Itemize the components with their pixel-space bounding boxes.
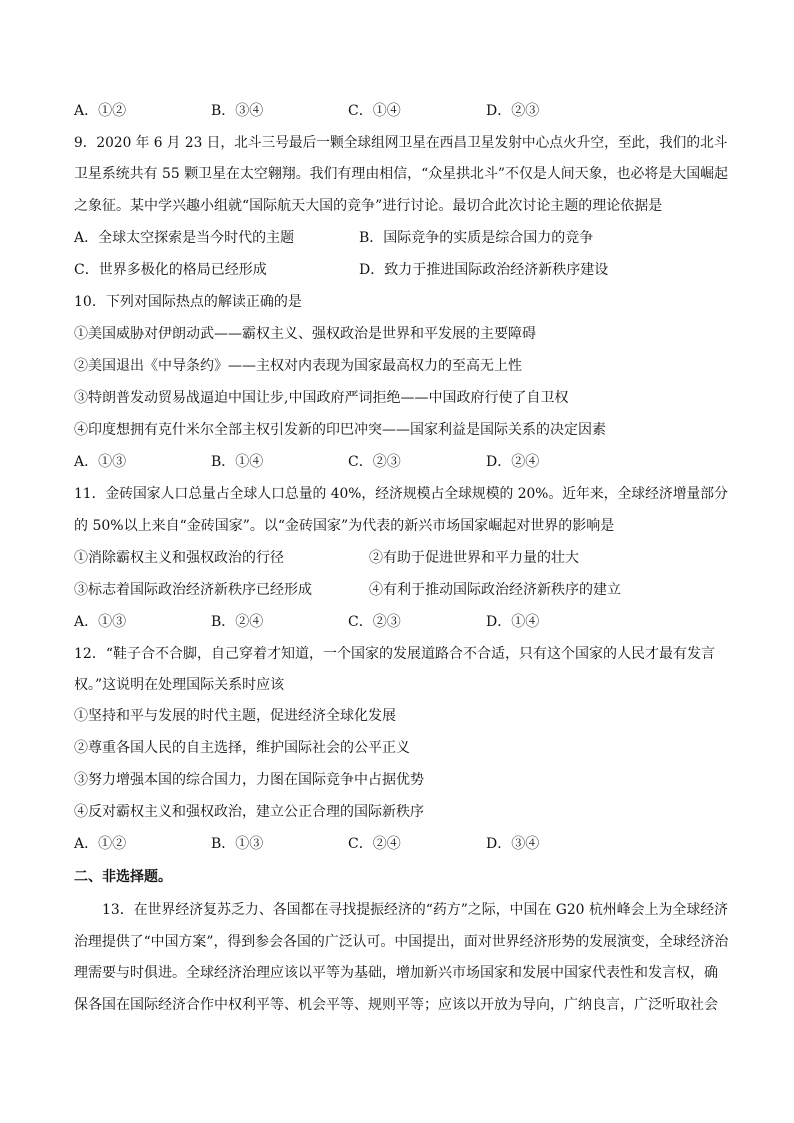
section-title-non-choice: 二、非选择题。 <box>74 869 172 885</box>
q8-option-b[interactable]: B．③④ <box>211 103 264 119</box>
q12-option-a[interactable]: A．①② <box>74 836 127 852</box>
q13-line-1: 13．在世界经济复苏乏力、各国都在寻找提振经济的“药方”之际，中国在 G20 杭州峰会上为全球经济 <box>102 902 729 918</box>
q12-option-c[interactable]: C．②④ <box>348 836 401 852</box>
q12-item-3: ③努力增强本国的综合国力，力图在国际竞争中占据优势 <box>74 772 424 788</box>
q11-option-d[interactable]: D．①④ <box>486 614 540 630</box>
q11-item-1: ①消除霸权主义和强权政治的行径 <box>74 550 284 566</box>
q10-item-1: ①美国威胁对伊朗动武——霸权主义、强权政治是世界和平发展的主要障碍 <box>74 326 536 342</box>
q9-stem-line-3: 之象征。某中学兴趣小组就“国际航天大国的竞争”进行讨论。最切合此次讨论主题的理论依据是 <box>74 198 663 214</box>
q8-option-d[interactable]: D．②③ <box>486 103 540 119</box>
q13-line-2: 治理提供了“中国方案”，得到参会各国的广泛认可。中国提出，面对世界经济形势的发展演变，全球经济治 <box>74 934 729 950</box>
q9-option-b[interactable]: B．国际竞争的实质是综合国力的竞争 <box>359 230 594 246</box>
q10-item-4: ④印度想拥有克什米尔全部主权引发新的印巴冲突——国家利益是国际关系的决定因素 <box>74 422 606 438</box>
q10-option-b[interactable]: B．①④ <box>211 454 264 470</box>
q11-item-4: ④有利于推动国际政治经济新秩序的建立 <box>369 582 621 598</box>
q9-option-c[interactable]: C．世界多极化的格局已经形成 <box>74 262 267 278</box>
q9-stem-line-1: 9．2020 年 6 月 23 日，北斗三号最后一颗全球组网卫星在西昌卫星发射中心点火升空，至此，我们的北斗 <box>74 135 728 151</box>
q11-stem-line-2: 的 50%以上来自“金砖国家”。以“金砖国家”为代表的新兴市场国家崛起对世界的影响是 <box>74 518 615 534</box>
q10-option-d[interactable]: D．②④ <box>486 454 540 470</box>
q12-option-b[interactable]: B．①③ <box>211 836 264 852</box>
q11-item-3: ③标志着国际政治经济新秩序已经形成 <box>74 582 312 598</box>
q13-line-3: 理需要与时俱进。全球经济治理应该以平等为基础，增加新兴市场国家和发展中国家代表性和发言权，确 <box>74 965 718 981</box>
q11-stem-line-1: 11．金砖国家人口总量占全球人口总量的 40%，经济规模占全球规模的 20%。近年来，全球经济增量部分 <box>74 486 728 502</box>
q11-item-2: ②有助于促进世界和平力量的壮大 <box>369 550 579 566</box>
q11-option-a[interactable]: A．①③ <box>74 614 127 630</box>
q10-item-3: ③特朗普发动贸易战逼迫中国让步,中国政府严词拒绝——中国政府行使了自卫权 <box>74 390 569 406</box>
q11-option-b[interactable]: B．②④ <box>211 614 264 630</box>
q8-option-a[interactable]: A．①② <box>74 103 127 119</box>
q12-item-4: ④反对霸权主义和强权政治，建立公正合理的国际新秩序 <box>74 804 424 820</box>
q12-stem-line-1: 12．“鞋子合不合脚，自己穿着才知道，一个国家的发展道路合不合适，只有这个国家的人民才最有发言 <box>74 646 715 662</box>
q12-item-1: ①坚持和平与发展的时代主题，促进经济全球化发展 <box>74 708 396 724</box>
q10-stem: 10．下列对国际热点的解读正确的是 <box>74 294 302 310</box>
q12-option-d[interactable]: D．③④ <box>486 836 540 852</box>
q12-stem-line-2: 权。”这说明在处理国际关系时应该 <box>74 677 285 693</box>
q13-line-4: 保各国在国际经济合作中权利平等、机会平等、规则平等；应该以开放为导向，广纳良言，广泛听取社会 <box>74 997 718 1013</box>
q11-option-c[interactable]: C．②③ <box>348 614 401 630</box>
q10-option-a[interactable]: A．①③ <box>74 454 127 470</box>
q9-option-d[interactable]: D．致力于推进国际政治经济新秩序建设 <box>359 262 609 278</box>
q9-stem-line-2: 卫星系统共有 55 颗卫星在太空翱翔。我们有理由相信，“众星拱北斗”不仅是人间天象，也必将是大国崛起 <box>74 166 729 182</box>
q9-option-a[interactable]: A．全球太空探索是当今时代的主题 <box>74 230 295 246</box>
q12-item-2: ②尊重各国人民的自主选择，维护国际社会的公平正义 <box>74 740 410 756</box>
q8-option-c[interactable]: C．①④ <box>348 103 401 119</box>
q10-option-c[interactable]: C．②③ <box>348 454 401 470</box>
q10-item-2: ②美国退出《中导条约》——主权对内表现为国家最高权力的至高无上性 <box>74 358 522 374</box>
